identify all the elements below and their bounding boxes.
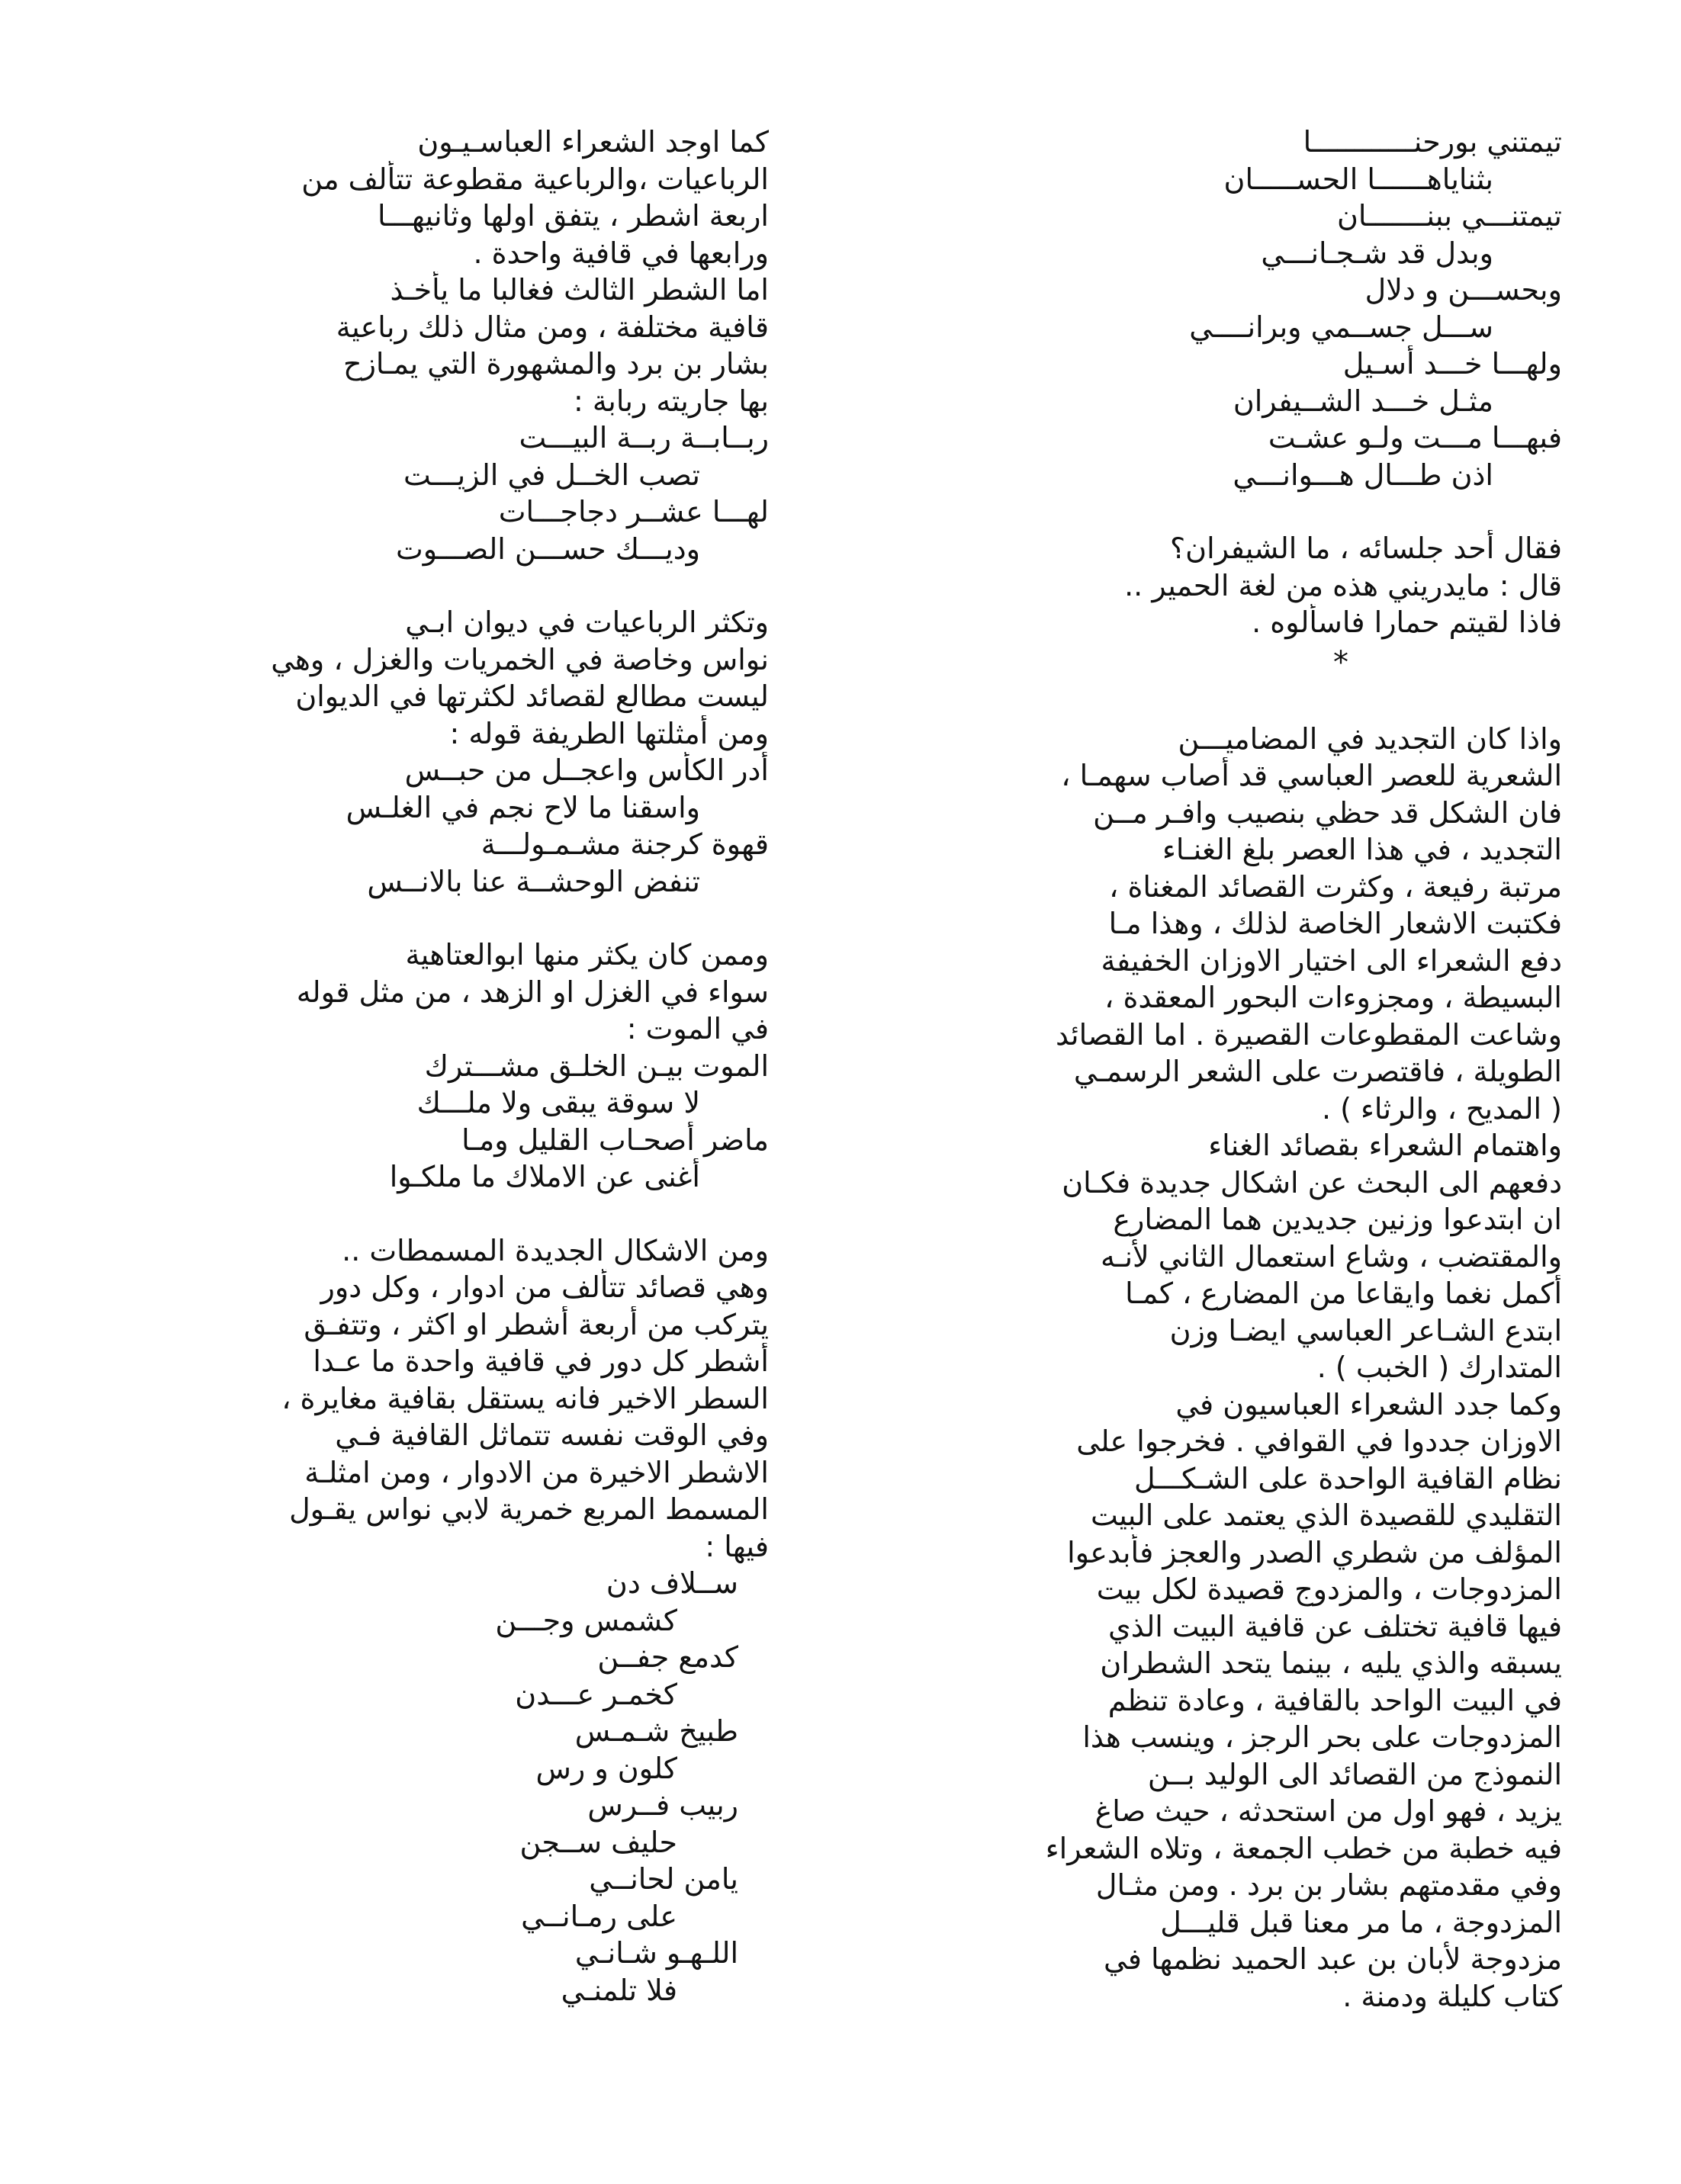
verse-line: تيمتنـــي ببنـــــــان [1336,199,1562,233]
text-line: يزيد ، فهو اول من استحدثه ، حيث صاغ [1094,1794,1562,1828]
text-line: قال : مايدريني هذه من لغة الحمير .. [1124,568,1562,602]
text-line: كتاب كليلة ودمنة . [1342,1979,1562,2013]
verse-line: اذن طـــال هـــوانـــي [1233,458,1493,492]
verse-line: يامن لحانــي [589,1862,738,1896]
verse-line: اللـهـو شـانـي [574,1936,738,1970]
text-line: المزدوجة ، ما مر معنا قبل قليـــل [1160,1905,1562,1939]
text-line: الاشطر الاخيرة من الادوار ، ومن امثلـة [304,1455,769,1489]
poem-sulaf-dann [90,1565,769,2009]
text-line: الاوزان جددوا في القوافي . فخرجوا على [1076,1424,1562,1458]
text-line: الشعرية للعصر العباسي قد أصاب سهمـا ، [1061,759,1562,792]
verse-line: ولهـــا خـــد أسـيل [1342,347,1562,381]
anecdote-shifran [883,530,1562,641]
text-line: ليست مطالع لقصائد لكثرتها في الديوان [295,679,769,713]
verse-line: قهوة كرجنة مشـمـولـــة [481,827,769,861]
verse-line: على رمـانــي [521,1899,677,1933]
verse-line: كدمع جفــن [597,1640,738,1674]
verse-line: بثناياهــــــا الحســـــان [1223,162,1493,196]
verse-line: لهـــا عشــر دجاجـــات [498,495,769,528]
spacer [883,493,1562,530]
paragraph-rubaiyat [90,124,769,419]
text-line: ان ابتدعوا وزنين جديدين هما المضارع [1113,1203,1562,1236]
text-line: قافية مختلفة ، ومن مثال ذلك رباعية [336,310,769,344]
verse-line: ســـل جســمي وبرانــــي [1189,310,1493,344]
text-line: بها جاريته ربابة : [574,384,769,418]
text-line: الطويلة ، فاقتصرت على الشعر الرسمـي [1073,1055,1562,1088]
text-line: ابتدع الشـاعر العباسي ايضـا وزن [1169,1313,1562,1347]
section-separator: * [1333,644,1348,680]
verse-line: ماضر أصحـاب القليل ومـا [461,1123,769,1157]
poem-adir-al-kas [90,752,769,900]
text-line: فكتبت الاشعار الخاصة لذلك ، وهذا مـا [1108,907,1562,940]
verse-line: الموت بيـن الخلـق مشـــترك [424,1049,769,1083]
text-line: فيها : [705,1529,769,1563]
text-line: ومن الاشكال الجديدة المسمطات .. [342,1233,769,1267]
text-line: فان الشكل قد حظي بنصيب وافـر مــن [1093,795,1562,830]
text-line: وتكثر الرباعيات في ديوان ابـي [405,605,769,639]
text-line: ورابعها في قافية واحدة . [473,236,769,270]
text-line: مزدوجة لأبان بن عبد الحميد نظمها في [1104,1942,1562,1976]
text-line: واذا كان التجديد في المضاميـــن [1178,721,1562,756]
verse-line: فلا تلمنـي [561,1973,677,2007]
text-line: بشار بن برد والمشهورة التي يمـازح [343,347,769,381]
text-line: وشاعت المقطوعات القصيرة . اما القصائد [1056,1017,1562,1052]
text-line: التقليدي للقصيدة الذي يعتمد على البيت [1090,1498,1562,1532]
text-line: اربعة اشطر ، يتفق اولها وثانيهـــا [378,199,769,233]
text-line: فاذا لقيتم حمارا فاسألوه . [1252,605,1562,639]
paragraph-abu-nuwas [90,604,769,752]
verse-line: وبحســـن و دلال [1364,273,1562,307]
verse-line: واسقنا ما لاح نجم في الغلـس [346,790,700,824]
text-line: وفي مقدمتهم بشار بن برد . ومن مثـال [1095,1868,1562,1902]
text-line: دفعهم الى البحث عن اشكال جديدة فكـان [1062,1165,1562,1200]
text-line: البسيطة ، ومجزوءات البحور المعقدة ، [1104,981,1562,1014]
verse-line: فبهـــا مـــت ولـو عشـت [1268,421,1562,454]
verse-line: كشمس وجـــن [495,1603,677,1637]
paragraph-form-renewal [883,721,1562,1128]
verse-line: تصب الخــل في الزيـــت [403,458,700,492]
verse-line: أغنى عن الاملاك ما ملكـوا [389,1160,700,1193]
text-line: وهي قصائد تتألف من ادوار ، وكل دور [320,1270,769,1304]
text-line: فقال أحد جلسائه ، ما الشيفران؟ [1170,532,1562,565]
poem-rababa [90,419,769,567]
verse-line: حليف ســجن [519,1825,677,1859]
verse-line: وبدل قد شـجـانـــي [1261,236,1493,270]
verse-line: لا سوقة يبقى ولا ملـــك [416,1086,700,1119]
verse-line: طبيخ شـمـس [574,1714,738,1748]
paragraph-abu-al-atahiya [90,936,769,1048]
text-line: كما اوجد الشعراء العباسـيـون [417,125,769,159]
text-line: نواس وخاصة في الخمريات والغزل ، وهي [271,642,769,676]
verse-line: وديـــك حســـن الصـــوت [395,532,700,566]
text-line: والمقتضب ، وشاع استعمال الثاني لأنـه [1100,1239,1562,1273]
text-line: فيه خطبة من خطب الجمعة ، وتلاه الشعراء [1045,1831,1562,1865]
verse-line: مثـل خـــد الشــيفران [1233,384,1493,418]
spacer [90,1196,769,1232]
text-line: السطر الاخير فانه يستقل بقافية مغايرة ، [281,1381,769,1415]
spacer [883,684,1562,721]
verse-line: ربيب فــرس [587,1788,738,1822]
poem-tayyamatni [883,124,1562,493]
text-line: المزدوجات ، والمزدوج قصيدة لكل بيت [1096,1572,1562,1606]
spacer [90,900,769,936]
text-line: نظام القافية الواحدة على الشـكـــل [1133,1461,1562,1495]
text-line: فيها قافية تختلف عن قافية البيت الذي [1108,1609,1562,1643]
text-line: ( المديح ، والرثاء ) . [1321,1091,1562,1126]
text-line: يتركب من أربعة أشطر او اكثر ، وتتفـق [304,1307,769,1341]
text-line: سواء في الغزل او الزهد ، من مثل قوله [296,975,769,1009]
verse-line: كلون و رس [535,1751,677,1785]
text-line: المزدوجات على بحر الرجز ، وينسب هذا [1082,1720,1562,1754]
paragraph-singing-meters [883,1127,1562,1386]
text-line: واهتمام الشعراء بقصائد الغناء [1208,1129,1562,1162]
spacer [90,567,769,604]
verse-line: كخمـر عـــدن [515,1677,677,1711]
text-line: أشطر كل دور في قافية واحدة ما عـدا [313,1344,769,1378]
verse-line: ربــابــة ربــة البيـــت [519,421,769,454]
text-line: وكما جدد الشعراء العباسيون في [1175,1387,1562,1421]
right-column [883,124,1562,2015]
left-column [90,124,769,2009]
paragraph-musammatat [90,1232,769,1566]
verse-line: ســلاف دن [606,1566,738,1600]
verse-line: تيمتني بورحنــــــــــــا [1303,125,1562,159]
text-line: وفي الوقت نفسه تتماثل القافية فـي [335,1418,769,1452]
text-line: وممن كان يكثر منها ابوالعتاهية [405,938,769,972]
paragraph-rhyme-renewal [883,1386,1562,2015]
text-line: المتدارك ( الخبب ) . [1316,1351,1562,1384]
verse-line: أدر الكأس واعجــل من حبــس [404,753,769,787]
text-line: مرتبة رفيعة ، وكثرت القصائد المغناة ، [1109,869,1562,904]
text-line: النموذج من القصائد الى الوليد بــن [1147,1757,1562,1791]
text-line: دفع الشعراء الى اختيار الاوزان الخفيفة [1101,943,1562,978]
poem-death [90,1048,769,1196]
text-line: يسبقه والذي يليه ، بينما يتحد الشطران [1100,1646,1562,1680]
text-line: أكمل نغما وايقاعا من المضارع ، كمـا [1125,1277,1562,1310]
text-line: اما الشطر الثالث فغالبا ما يأخـذ [390,273,769,307]
text-line: في البيت الواحد بالقافية ، وعادة تنظم [1107,1683,1562,1717]
text-line: المسمط المربع خمرية لابي نواس يقـول [289,1492,769,1526]
text-line: المؤلف من شطري الصدر والعجز فأبدعوا [1067,1535,1562,1569]
text-line: في الموت : [626,1012,769,1045]
verse-line: تنفض الوحشــة عنا بالانــس [367,864,700,898]
text-line: ومن أمثلتها الطريفة قوله : [449,716,769,750]
text-line: الرباعيات ،والرباعية مقطوعة تتألف من [301,162,769,196]
text-line: التجديد ، في هذا العصر بلغ الغنـاء [1162,833,1562,866]
